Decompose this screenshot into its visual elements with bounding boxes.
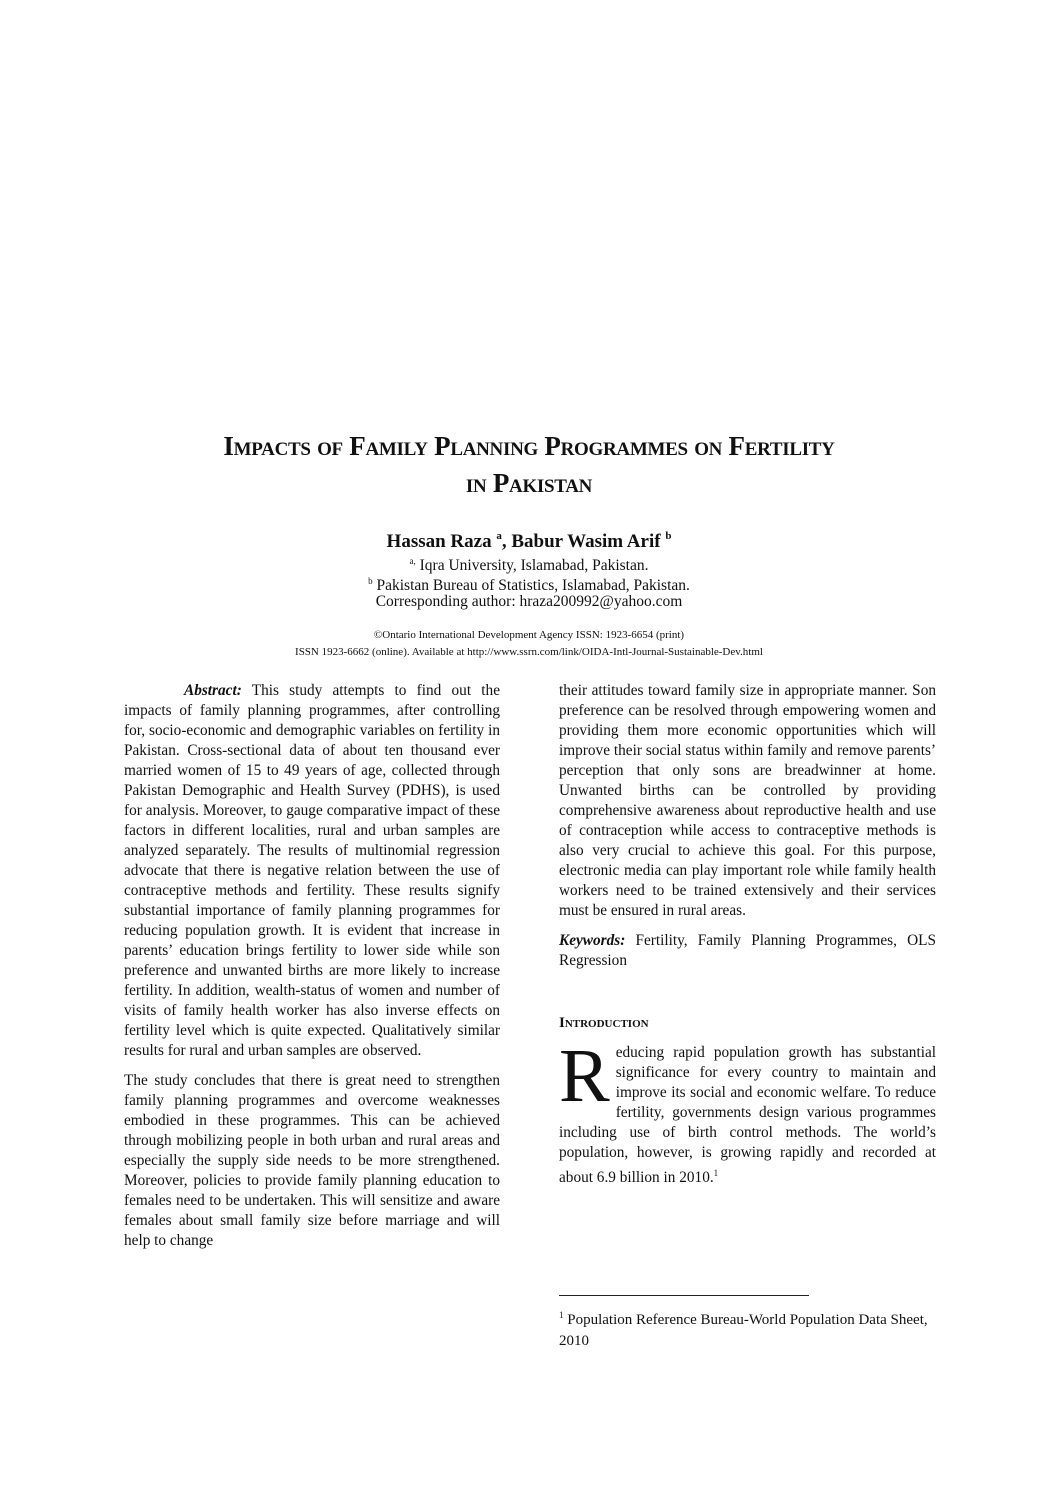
author-name: Babur Wasim Arif bbox=[511, 531, 661, 552]
corresponding-author: Corresponding author: hraza200992@yahoo.com bbox=[375, 593, 683, 610]
footnote-number: 1 bbox=[559, 1310, 564, 1320]
introduction-heading: Introduction bbox=[559, 1015, 649, 1031]
right-column bbox=[559, 681, 936, 1198]
title-line-2: in Pakistan bbox=[465, 468, 593, 498]
footnote-separator bbox=[559, 1295, 809, 1296]
author-separator: , bbox=[501, 531, 512, 552]
affil-mark: a, bbox=[409, 556, 416, 566]
footnote bbox=[559, 1305, 939, 1352]
author-affil-mark: a bbox=[496, 530, 502, 542]
abstract-text: This study attempts to find out the impacts of family planning programmes, after controlling for, socio-economic and demographic variables on fertility in Pakistan. Cross-sectional data of about ten thousand ever married women of 15 to 49 years of age, collected through Pakistan Demographic and Health Survey (PDHS), is used for analysis. Moreover, to gauge comparative impact of these factors in different localities, rural and urban samples are analyzed separately. The results of multinomial regression advocate that there is negative relation between the use of contraceptive methods and fertility. These results signify substantial importance of family planning programmes for reducing population growth. It is evident that increase in parents’ education brings fertility to lower side while son preference and unwanted births are more likely to increase fertility. In addition, wealth-status of women and number of visits of family health worker has also inverse effects on fertility level which is quite expected. Qualitatively similar results for rural and urban samples are observed. bbox=[124, 682, 500, 1059]
drop-cap: R bbox=[559, 1034, 610, 1118]
keywords-label: Keywords: bbox=[559, 932, 626, 949]
abstract-paragraph-2: The study concludes that there is great need to strengthen family planning programmes and overcome weaknesses embodied in these programmes. This can be achieved through mobilizing people in both urban and rural areas and especially the supply side needs to be more strengthened. Moreover, policies to provide family planning education to females need to be undertaken. This will sensitize and aware females about small family size before marriage and will help to change bbox=[124, 1072, 500, 1249]
author-list bbox=[0, 524, 1058, 554]
author-affil-mark: b bbox=[665, 530, 672, 542]
paper-title bbox=[80, 428, 978, 502]
affil-mark: b bbox=[368, 576, 373, 586]
footnote-ref: 1 bbox=[713, 1168, 719, 1178]
author-name: Hassan Raza bbox=[386, 531, 492, 552]
abstract-label: Abstract: bbox=[184, 682, 242, 699]
abstract-paragraph bbox=[124, 681, 500, 1061]
keywords-text: Fertility, Family Planning Programmes, OLS Regression bbox=[559, 932, 936, 969]
left-column bbox=[124, 681, 500, 1261]
footnote-text: Population Reference Bureau-World Population Data Sheet, 2010 bbox=[559, 1312, 928, 1349]
title-line-1: Impacts of Family Planning Programmes on Fertility bbox=[223, 431, 835, 461]
introduction-paragraph bbox=[559, 1034, 936, 1188]
copyright-line-1: ©Ontario International Development Agency ISSN: 1923-6654 (print) bbox=[373, 629, 685, 641]
copyright-line-2: ISSN 1923-6662 (online). Available at http://www.ssrn.com/link/OIDA-Intl-Journal-Sustainable-Dev.html bbox=[295, 646, 763, 658]
abstract-continuation: their attitudes toward family size in appropriate manner. Son preference can be resolved through empowering women and providing them more economic opportunities which will improve their social status within family and remove parents’ perception that only sons are breadwinner at home. Unwanted births can be controlled by providing comprehensive awareness about reproductive health and use of contraception while access to contraceptive methods is also very crucial to achieve this goal. For this purpose, electronic media can play important role while family health workers need to be trained extensively and their services must be ensured in rural areas. bbox=[559, 682, 936, 919]
affil-text: Iqra University, Islamabad, Pakistan. bbox=[415, 557, 649, 574]
copyright-notice bbox=[0, 627, 1058, 661]
keywords bbox=[559, 931, 936, 971]
introduction-text: educing rapid population growth has substantial significance for every country to maintain and improve its social and economic welfare. To reduce fertility, governments design various programmes including use of birth control methods. The world’s population, however, is growing rapidly and recorded at about 6.9 billion in 2010. bbox=[559, 1044, 936, 1186]
affil-text: Pakistan Bureau of Statistics, Islamabad, Pakistan. bbox=[372, 577, 690, 594]
